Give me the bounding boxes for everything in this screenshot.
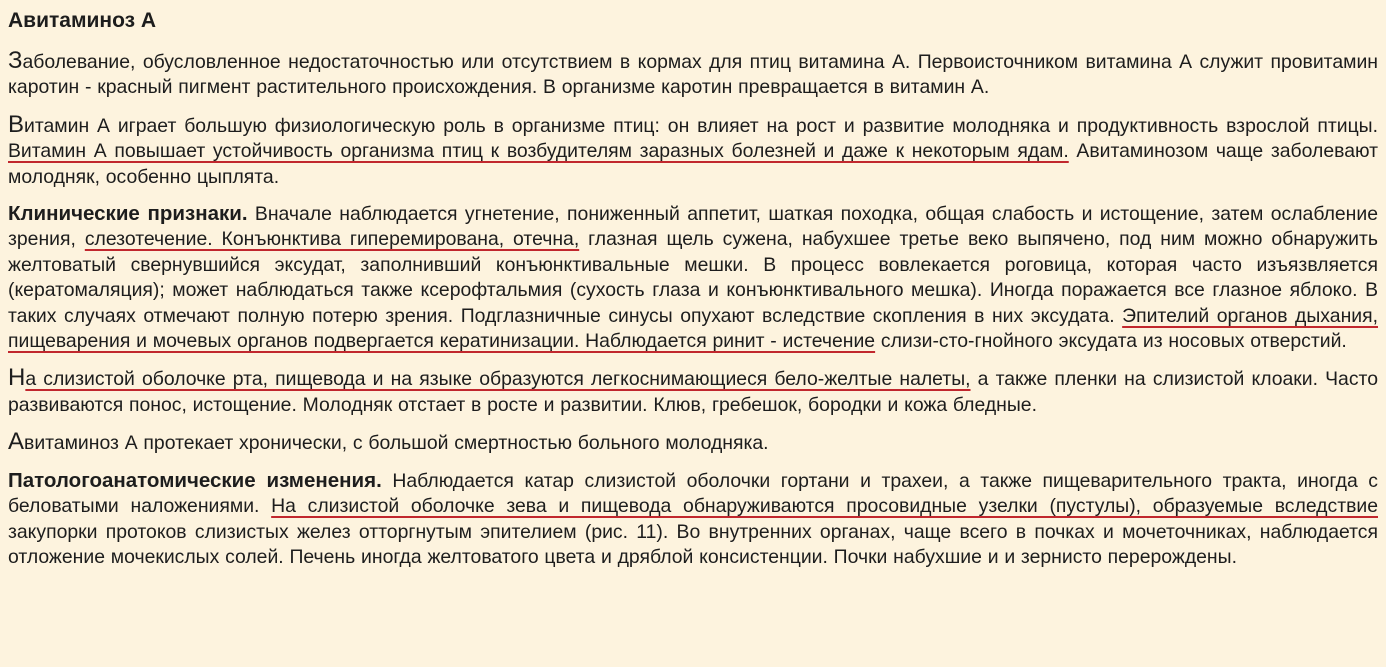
paragraph-role: [8, 112, 1378, 190]
underlined-phrase: Эпителий органов дыхания, пищеварения и мочевых органов подвергается кератинизации. Наблюдается ринит - истечение: [8, 304, 1378, 353]
lead-letter: Н: [8, 364, 26, 392]
paragraph-text: глазная щель сужена, набухшее третье веко выпячено, под ним можно обнаружить желтоватый свернувшийся эксудат, заполнивший конъюнктивальные мешки. В процесс вовлекается роговица, которая часто изъязвляется (кератомаляция); может наблюдаться также ксерофтальмия (сухость глаза и конъюнктивального мешка). Иногда поражается все глазное яблоко. В таких случаях отмечают полную потерю зрения. Подглазничные синусы опухают вследствие скопления в них эксудата.: [8, 228, 1378, 327]
paragraph-clinical-signs: [8, 201, 1378, 354]
lead-letter: А: [8, 428, 25, 456]
paragraph-text: Наблюдается катар слизистой оболочки гортани и трахеи, а также пищеварительного тракта, иногда с беловатыми наложениями.: [8, 469, 1378, 518]
underlined-phrase: а слизистой оболочке рта, пищевода и на языке образуются легкоснимающиеся бело-желтые налеты,: [25, 368, 971, 391]
paragraph-text: слизи-сто-гнойного эксудата из носовых отверстий.: [875, 330, 1347, 353]
page-title: Авитаминоз А: [8, 9, 157, 32]
lead-letter: В: [8, 110, 25, 138]
paragraph-course: [8, 429, 1378, 456]
underlined-phrase: слезотечение. Конъюнктива гиперемирована, отечна,: [84, 228, 580, 251]
paragraph-text: аболевание, обусловленное недостаточностью или отсутствием в кормах для птиц витамина А. Первоисточником витамина А служит провитамин каротин - красный пигмент растительного происхождения. В организме каротин превращается в витамин А.: [8, 51, 1378, 99]
section-heading: Патологоанатомические изменения.: [8, 468, 382, 492]
underlined-phrase: Витамин А повышает устойчивость организма птиц к возбудителям заразных болезней и даже к некоторым ядам.: [8, 140, 1069, 163]
paragraph-text: Авитаминозом чаще заболевают молодняк, особенно цыплята.: [8, 140, 1378, 188]
paragraph-text: Вначале наблюдается угнетение, пониженный аппетит, шаткая походка, общая слабость и истощение, затем ослабление зрения,: [8, 203, 1378, 251]
paragraph-text: витаминоз А протекает хронически, с большой смертностью больного молодняка.: [24, 432, 769, 455]
section-heading: Клинические признаки.: [8, 202, 248, 226]
paragraph-text: итамин А играет большую физиологическую роль в организме птиц: он влияет на рост и развитие молодняка и продуктивность взрослой птицы.: [24, 114, 1378, 137]
lead-letter: З: [8, 47, 23, 74]
paragraph-mucosa: [8, 365, 1378, 418]
paragraph-text: а также пленки на слизистой клоаки. Часто развиваются понос, истощение. Молодняк отстает в росте и развитии. Клюв, гребешок, бородки и кожа бледные.: [8, 368, 1378, 416]
underlined-phrase: На слизистой оболочке зева и пищевода обнаруживаются просовидные узелки (пустулы), образуемые вследствие: [271, 495, 1378, 518]
paragraph-pathology: [8, 468, 1378, 571]
paragraph-definition: [8, 48, 1378, 101]
paragraph-text: закупорки протоков слизистых желез отторгнутым эпителием (рис. 11). Во внутренних органах, чаще всего в почках и мочеточниках, наблюдается отложение мочекислых солей. Печень иногда желтоватого цвета и дряблой консистенции. Почки набухшие и и зернисто перерождены.: [8, 520, 1378, 568]
